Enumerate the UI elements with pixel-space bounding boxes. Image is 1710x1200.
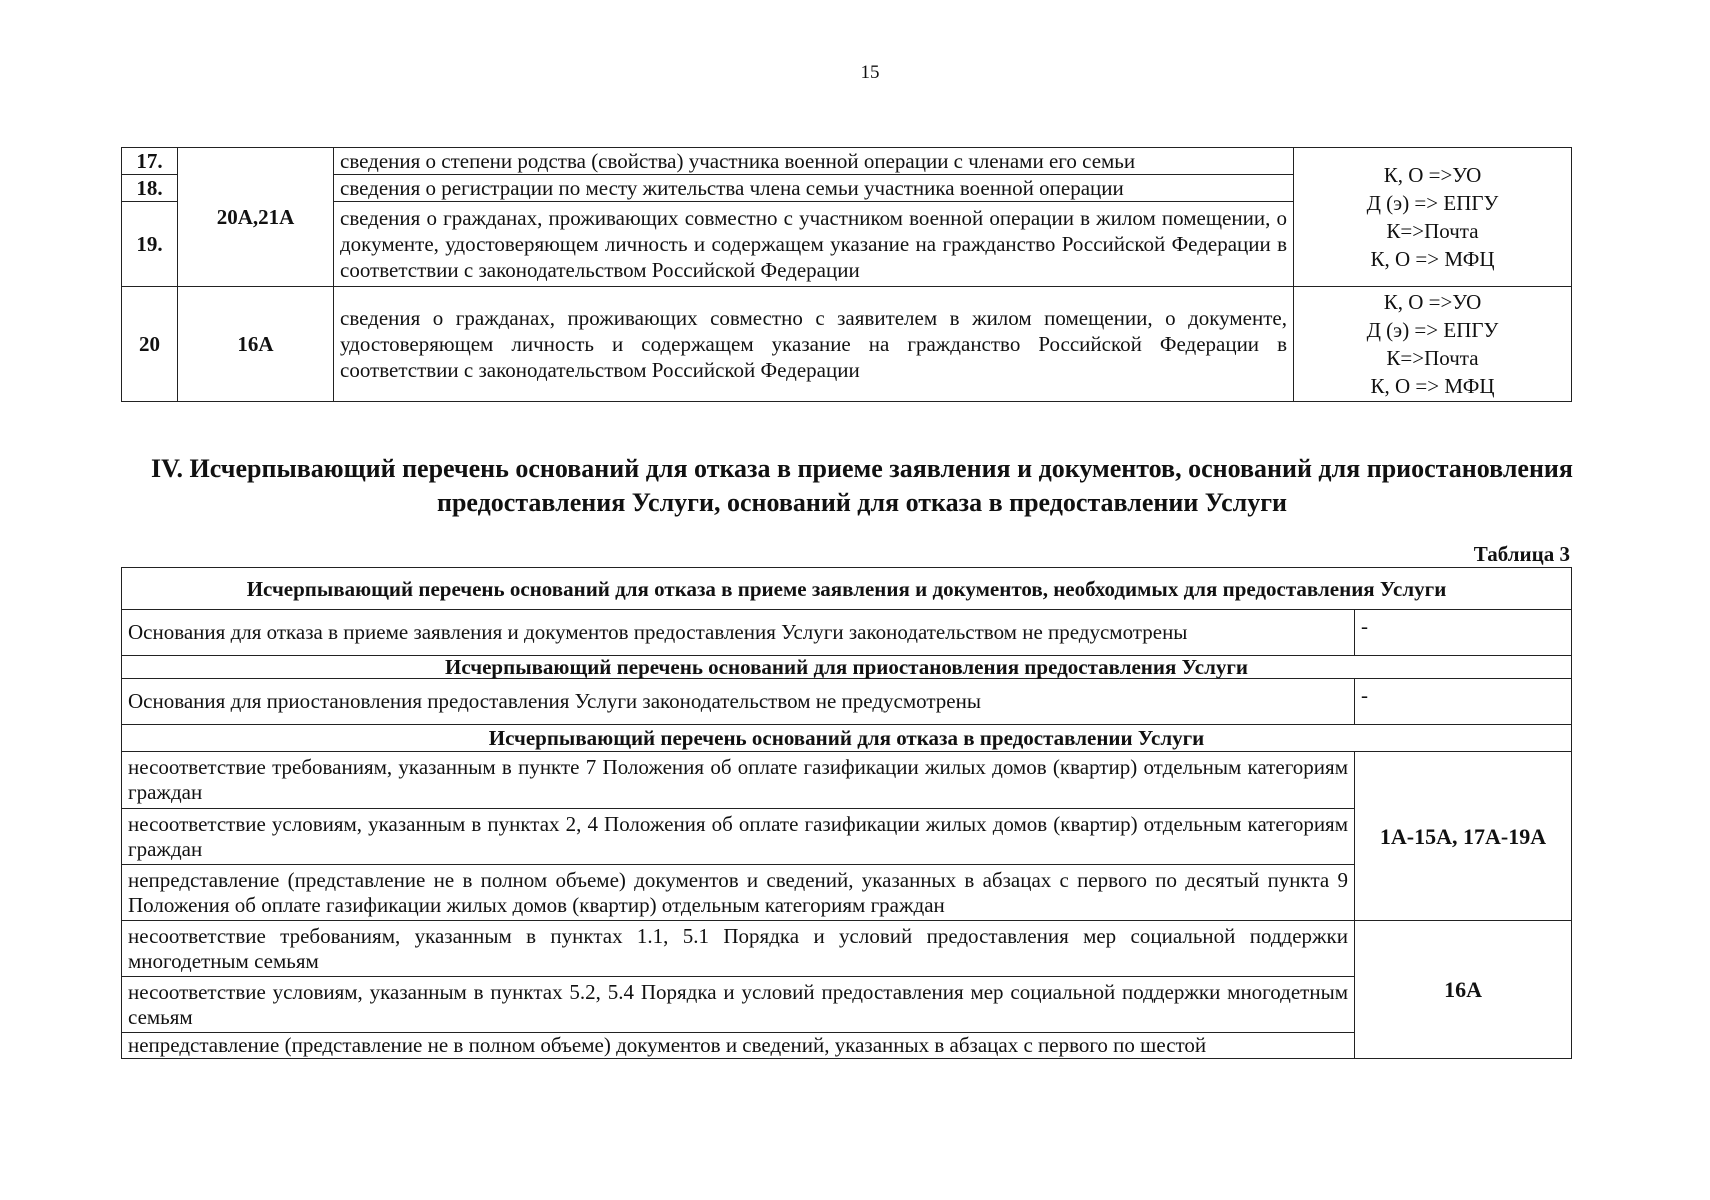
applicant-groups: 1А-15А, 17А-19А (1355, 752, 1572, 921)
row-description: сведения о степени родства (свойства) участника военной операции с членами его семьи (334, 148, 1294, 175)
reason-text: Основания для отказа в приеме заявления и документов предоставления Услуги законодательством не предусмотрены (122, 610, 1355, 656)
route-line: К=>Почта (1386, 219, 1479, 243)
table-row (122, 809, 1572, 865)
reason-text: Основания для приостановления предоставления Услуги законодательством не предусмотрены (122, 679, 1355, 725)
table-row (122, 752, 1572, 809)
table-caption: Таблица 3 (1473, 542, 1570, 566)
table-row (122, 977, 1572, 1033)
applicant-groups: 16А (1355, 921, 1572, 1059)
route-line: К=>Почта (1386, 346, 1479, 370)
route-line: Д (э) => ЕПГУ (1366, 191, 1499, 215)
table-header-row (122, 656, 1572, 679)
refusal-grounds-table (121, 567, 1572, 1059)
row-description: сведения о регистрации по месту жительства члена семьи участника военной операции (334, 175, 1294, 202)
reason-value: - (1355, 679, 1572, 725)
table-row (122, 865, 1572, 921)
table-header-row (122, 725, 1572, 752)
route-line: К, О =>УО (1383, 290, 1482, 314)
route-line: Д (э) => ЕПГУ (1366, 318, 1499, 342)
reason-text: несоответствие требованиям, указанным в пункте 7 Положения об оплате газификации жилых домов (квартир) отдельным категориям граждан (122, 752, 1355, 809)
section-heading: Исчерпывающий перечень оснований для приостановления предоставления Услуги (122, 656, 1572, 679)
row-code: 20А,21А (178, 148, 334, 287)
reason-text: непредставление (представление не в полном объеме) документов и сведений, указанных в абзацах с первого по шестой (122, 1033, 1355, 1059)
route-line: К, О =>УО (1383, 163, 1482, 187)
table-row (122, 679, 1572, 725)
row-number: 19. (122, 202, 178, 287)
table-row (122, 287, 1572, 402)
row-number: 20 (122, 287, 178, 402)
row-code: 16А (178, 287, 334, 402)
documents-table (121, 147, 1572, 402)
row-description: сведения о гражданах, проживающих совместно с участником военной операции в жилом помещении, о документе, удостоверяющем личность и содержащем указание на гражданство Российской Федерации в соответствии с законодательством Российской Федерации (334, 202, 1294, 287)
page-number: 15 (860, 62, 880, 83)
row-number: 17. (122, 148, 178, 175)
reason-text: несоответствие условиям, указанным в пунктах 5.2, 5.4 Порядка и условий предоставления мер социальной поддержки многодетным семьям (122, 977, 1355, 1033)
table-row (122, 610, 1572, 656)
section-heading: Исчерпывающий перечень оснований для отказа в приеме заявления и документов, необходимых для предоставления Услуги (122, 568, 1572, 610)
reason-text: несоответствие требованиям, указанным в пунктах 1.1, 5.1 Порядка и условий предоставления мер социальной поддержки многодетным семьям (122, 921, 1355, 977)
table-row (122, 921, 1572, 977)
table-header-row (122, 568, 1572, 610)
section-heading: Исчерпывающий перечень оснований для отказа в предоставлении Услуги (122, 725, 1572, 752)
route-line: К, О => МФЦ (1370, 247, 1495, 271)
route-line: К, О => МФЦ (1370, 374, 1495, 398)
reason-text: несоответствие условиям, указанным в пунктах 2, 4 Положения об оплате газификации жилых домов (квартир) отдельным категориям граждан (122, 809, 1355, 865)
section-title: IV. Исчерпывающий перечень оснований для отказа в приеме заявления и документов, оснований для приостановления предоставления Услуги, оснований для отказа в предоставлении Услуги (151, 454, 1573, 517)
reason-text: непредставление (представление не в полном объеме) документов и сведений, указанных в абзацах с первого по десятый пункта 9 Положения об оплате газификации жилых домов (квартир) отдельным категориям граждан (122, 865, 1355, 921)
table-row (122, 148, 1572, 175)
row-description: сведения о гражданах, проживающих совместно с заявителем в жилом помещении, о документе, удостоверяющем личность и содержащем указание на гражданство Российской Федерации в соответствии с законодательством Российской Федерации (334, 287, 1294, 402)
route-cell (1294, 287, 1572, 402)
table-row (122, 1033, 1572, 1059)
route-cell (1294, 148, 1572, 287)
reason-value: - (1355, 610, 1572, 656)
row-number: 18. (122, 175, 178, 202)
